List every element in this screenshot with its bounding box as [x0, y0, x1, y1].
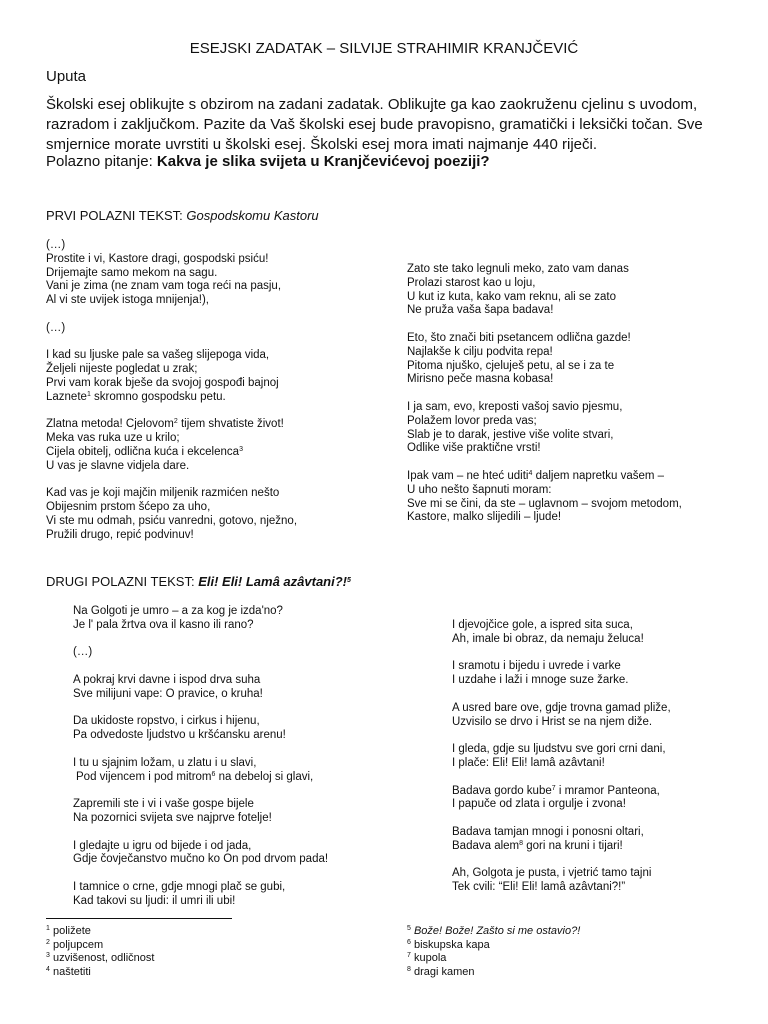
poem-text: Ipak vam – ne hteć uditi — [407, 469, 529, 482]
footnote — [407, 952, 580, 966]
poem-line: Kastore, malko slijedili – ljude! — [407, 511, 562, 524]
stanza-gap — [407, 318, 682, 332]
poem-line: A pokraj krvi davne i ispod drva suha — [73, 673, 261, 686]
poem-line: I ja sam, evo, kreposti vašoj savio pjesmu, — [407, 400, 623, 413]
poem-line: Vani je zima (ne znam vam toga reći na pasju, — [46, 280, 282, 293]
poem-line: Pružili drugo, repić podvinuv! — [46, 528, 194, 541]
footnote-ref: 7 — [551, 784, 556, 792]
poem-line: Da ukidoste ropstvo, i cirkus i hijenu, — [73, 715, 260, 728]
poem-line: Prostite i vi, Kastore dragi, gospodski psiću! — [46, 252, 269, 265]
poem-line: Tek cvili: “Eli! Eli! lamâ azâvtani?!” — [452, 881, 626, 894]
poem-line: Eto, što znači biti psetancem odlična gazde! — [407, 331, 631, 344]
stanza-gap — [46, 474, 297, 488]
footnote-number: 5 — [407, 925, 411, 932]
stanza-gap — [452, 812, 671, 826]
footnote — [46, 952, 154, 966]
poem-line: Vi ste mu odmah, psiću vanredni, gotovo, nježno, — [46, 514, 298, 527]
stanza-gap — [452, 688, 671, 702]
poem-line: Al vi ste uvijek istoga mnijenja!), — [46, 294, 209, 307]
text2-left-column — [73, 605, 328, 909]
footnote-divider — [46, 918, 232, 919]
poem-line: Gdje čovječanstvo mučno ko On pod drvom pada! — [73, 853, 329, 866]
footnote-number: 6 — [407, 938, 411, 946]
stanza-gap — [73, 660, 328, 674]
footnote-text: dragi kamen — [410, 965, 475, 978]
stanza-gap — [452, 647, 671, 661]
poem-line: Meka vas ruka uze u krilo; — [46, 432, 180, 445]
text1-heading — [46, 208, 319, 223]
poem-line: I sramotu i bijedu i uvrede i varke — [452, 660, 621, 673]
poem-text: Badava alem — [452, 839, 520, 852]
poem-line — [46, 418, 297, 432]
poem-line — [452, 785, 671, 799]
footnote-ref: 8 — [519, 839, 524, 847]
footnote-ref: 6 — [211, 770, 216, 778]
footnote-text: naštetiti — [49, 965, 91, 978]
poem-line — [452, 840, 671, 854]
instructions-line: razradom i zaključkom. Pazite da Vaš školski esej bude pravopisno, gramatički i leksički točan. Sve — [46, 116, 703, 133]
poem-text: Zlatna metoda! Cjelovom — [46, 418, 174, 431]
poem-line — [46, 391, 297, 405]
poem-text: i mramor Panteona, — [555, 784, 660, 797]
prompt-label: Polazno pitanje: — [46, 153, 157, 170]
poem-line: (…) — [46, 239, 66, 251]
poem-line: I gleda, gdje su ljudstvu sve gori crni dani, — [452, 743, 666, 756]
footnote-text: poljupcem — [49, 938, 104, 951]
poem-line: Prolazi starost kao u loju, — [407, 276, 536, 289]
poem-line: Obijesnim prstom šćepo za uho, — [46, 501, 211, 514]
poem-line: A usred bare ove, gdje trovna gamad pliže, — [452, 701, 671, 714]
stanza-gap — [73, 702, 328, 716]
footnote — [407, 925, 580, 939]
stanza-gap — [452, 729, 671, 743]
poem-line: U uho nešto šapnuti moram: — [407, 483, 552, 496]
stanza-gap — [452, 854, 671, 868]
poem-line: U kut iz kuta, kako vam reknu, ali se zato — [407, 290, 617, 303]
poem-line: I djevojčice gole, a ispred sita suca, — [452, 619, 633, 631]
page-title: ESEJSKI ZADATAK – SILVIJE STRAHIMIR KRANJČEVIĆ — [189, 40, 579, 57]
footnote — [46, 939, 154, 953]
poem-line: I tu u sjajnim ložam, u zlatu i u slavi, — [73, 756, 257, 769]
poem-line: Prvi vam korak bješe da svojoj gospođi bajnoj — [46, 376, 279, 389]
poem-line: Na Golgoti je umro – a za kog je izda'no? — [73, 605, 283, 617]
text2-label: DRUGI POLAZNI TEKST: — [46, 574, 199, 589]
footnote-number: 3 — [46, 952, 50, 959]
poem-text: Laznete — [46, 390, 87, 403]
poem-line: Pa odvedoste ljudstvo u kršćansku arenu! — [73, 729, 286, 742]
footnote — [407, 939, 580, 953]
text1-left-column — [46, 239, 297, 543]
poem-line — [46, 446, 297, 460]
poem-line: Ah, Golgota je pusta, i vjetrić tamo tajni — [452, 867, 652, 880]
poem-line: Kad vas je koji majčin miljenik razmićen nešto — [46, 487, 280, 500]
footnote-number: 1 — [46, 925, 50, 932]
poem-line: Na pozornici svijeta sve najprve fotelje! — [73, 811, 272, 824]
stanza-gap — [452, 771, 671, 785]
poem-line: Polažem lovor preda vas; — [407, 414, 537, 427]
poem-line: U vas je slavne vidjela dare. — [46, 459, 190, 472]
poem-line: I tamnice o crne, gdje mnogi plač se gubi, — [73, 880, 286, 893]
poem-text: skromno gospodsku petu. — [90, 390, 226, 403]
poem-line — [407, 470, 682, 484]
poem-line: Mirisno peče masna kobasa! — [407, 373, 554, 386]
prompt-question — [46, 153, 490, 170]
footnote-number: 7 — [407, 952, 411, 959]
stanza-gap — [46, 405, 297, 419]
poem-text: tijem shvatiste život! — [177, 418, 284, 431]
footnote-ref: 1 — [86, 390, 91, 398]
text2-title — [198, 574, 351, 589]
poem-line: Željeli nijeste pogledat u zrak; — [46, 363, 198, 376]
stanza-gap — [407, 456, 682, 470]
poem-line: Pitoma njuško, cjeluješ petu, al se i za te — [407, 359, 615, 372]
poem-line: Slab je to darak, jestive više volite stvari, — [407, 428, 614, 441]
text2-heading — [46, 574, 351, 589]
poem-line: Ah, imale bi obraz, da nemaju želuca! — [452, 632, 644, 645]
footnote-ref: 4 — [528, 469, 533, 477]
footnote — [46, 966, 154, 980]
footnote-text: Bože! Bože! Zašto si me ostavio?! — [410, 925, 581, 937]
poem-line: Drijemajte samo mekom na sagu. — [46, 266, 218, 279]
footnotes-left — [46, 925, 154, 979]
text1-right-column — [407, 263, 682, 525]
footnote — [407, 966, 580, 980]
instructions-heading: Uputa — [46, 68, 87, 85]
poem-line: (…) — [46, 321, 66, 334]
footnotes-right — [407, 925, 580, 979]
footnote-ref: 5 — [347, 577, 351, 584]
footnote-number: 2 — [46, 938, 50, 946]
instructions-line: smjernice morate uvrstiti u školski esej. Školski esej mora imati najmanje 440 riječi. — [46, 136, 598, 153]
text2-title-text: Eli! Eli! Lamâ azâvtani?! — [198, 574, 348, 589]
poem-line: I kad su ljuske pale sa vašeg slijepoga vida, — [46, 349, 270, 362]
footnote-number: 4 — [46, 965, 50, 973]
stanza-gap — [73, 633, 328, 647]
instructions-paragraph — [46, 95, 736, 155]
text2-right-column — [452, 619, 671, 895]
stanza-gap — [73, 784, 328, 798]
poem-line: (…) — [73, 646, 93, 659]
stanza-gap — [46, 308, 297, 322]
footnote-ref: 2 — [173, 418, 178, 426]
poem-line: Odlike više praktične vrsti! — [407, 442, 541, 455]
footnote-text: poližete — [49, 925, 91, 937]
prompt-text: Kakva je slika svijeta u Kranjčevićevoj poeziji? — [156, 153, 490, 170]
text1-title: Gospodskomu Kastoru — [186, 208, 319, 223]
poem-line: Badava tamjan mnogi i ponosni oltari, — [452, 825, 644, 838]
poem-line: Je l' pala žrtva ova il kasno ili rano? — [73, 618, 254, 631]
stanza-gap — [407, 387, 682, 401]
poem-line: Sve mi se čini, da ste – uglavnom – svojom metodom, — [407, 497, 682, 510]
footnote-text: uzvišenost, odličnost — [49, 952, 155, 964]
poem-line: Sve milijuni vape: O pravice, o kruha! — [73, 687, 263, 700]
footnote-text: biskupska kapa — [410, 938, 490, 951]
poem-text: Badava gordo kube — [452, 784, 552, 797]
poem-line: Uzvisilo se drvo i Hrist se na njem diže. — [452, 715, 653, 728]
footnote-text: kupola — [410, 952, 447, 964]
poem-line: Najlakše k cilju podvita repa! — [407, 345, 553, 358]
poem-text: gori na kruni i tijari! — [523, 839, 623, 852]
poem-line: I papuče od zlata i orgulje i zvona! — [452, 798, 626, 811]
poem-line: Zato ste tako legnuli meko, zato vam danas — [407, 263, 629, 275]
footnote-ref: 3 — [239, 445, 243, 453]
stanza-gap — [73, 867, 328, 881]
stanza-gap — [46, 336, 297, 350]
instructions-line: Školski esej oblikujte s obzirom na zadani zadatak. Oblikujte ga kao zaokruženu cjelinu s uvodom, — [46, 96, 698, 113]
poem-line: I plače: Eli! Eli! lamâ azâvtani! — [452, 756, 605, 769]
poem-line: I uzdahe i laži i mnoge suze žarke. — [452, 674, 629, 687]
poem-line: Zapremili ste i vi i vaše gospe bijele — [73, 798, 254, 811]
poem-line — [73, 771, 328, 785]
poem-text: Pod vijencem i pod mitrom — [76, 770, 212, 783]
footnote-number: 8 — [407, 965, 411, 973]
stanza-gap — [73, 743, 328, 757]
poem-line: I gledajte u igru od bijede i od jada, — [73, 839, 252, 852]
footnote — [46, 925, 154, 939]
stanza-gap — [73, 826, 328, 840]
poem-line: Ne pruža vaša šapa badava! — [407, 304, 554, 317]
text1-label: PRVI POLAZNI TEKST: — [46, 208, 187, 223]
poem-text: Cijela obitelj, odlična kuća i ekcelenca — [46, 445, 240, 458]
poem-text: daljem napretku vašem – — [532, 469, 665, 482]
poem-text: na debeloj si glavi, — [215, 770, 314, 783]
poem-line: Kad takovi su ljudi: il umri ili ubi! — [73, 894, 236, 907]
